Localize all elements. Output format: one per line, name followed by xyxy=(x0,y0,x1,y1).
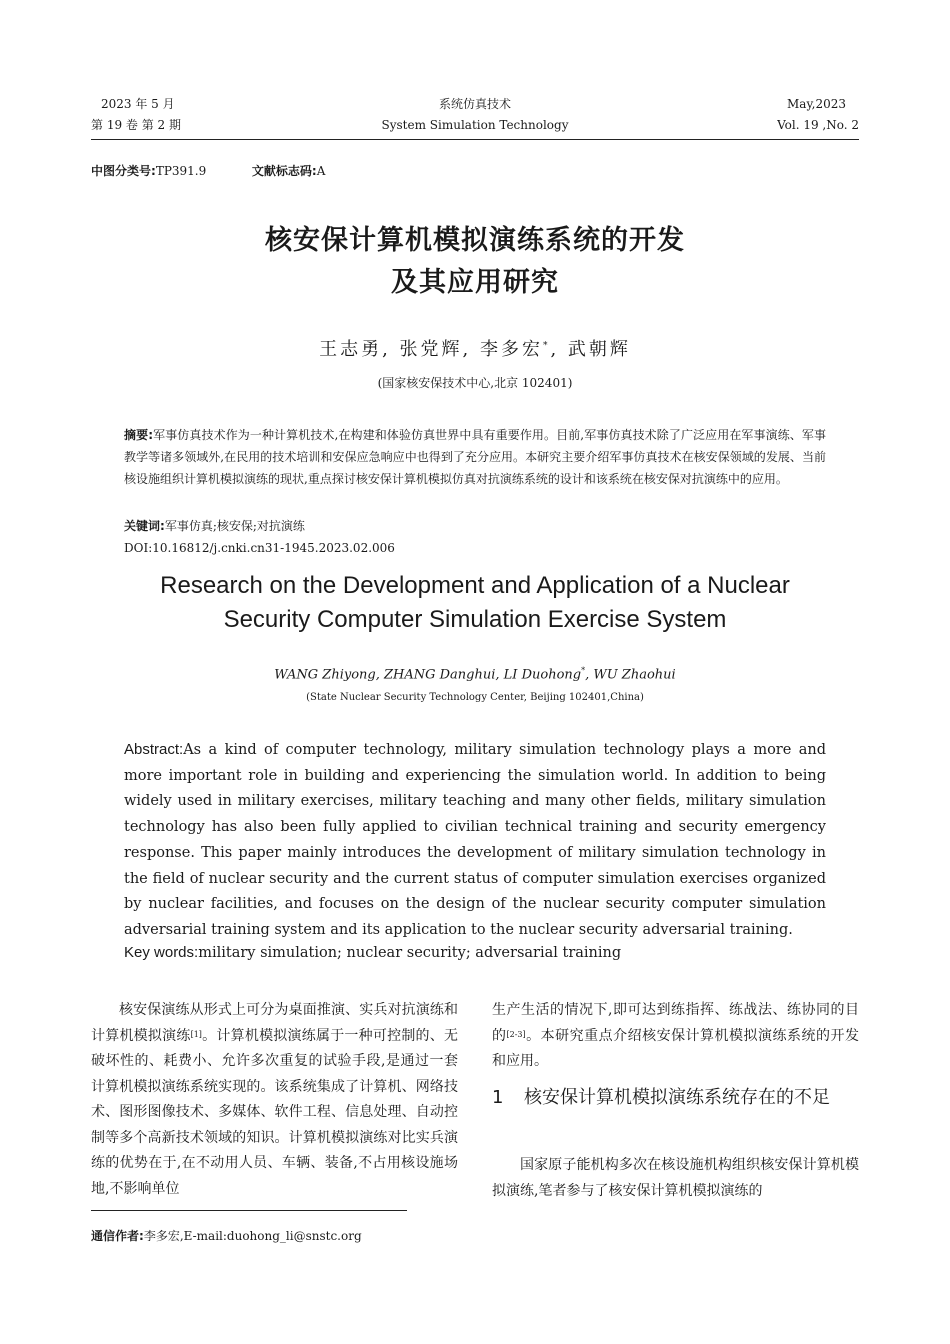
footnote-text: 李多宏,E-mail:duohong_li@snstc.org xyxy=(143,1229,362,1243)
authors-cn-last: , 武朝辉 xyxy=(550,339,631,360)
header-date: 2023 年 5 月 xyxy=(101,97,175,111)
header-volume: 第 19 卷 第 2 期 xyxy=(91,118,181,132)
keywords-en-text: military simulation; nuclear security; adversarial training xyxy=(198,945,622,961)
abstract-en-text: As a kind of computer technology, military simulation technology plays a more and more important role in building and experiencing the simulation world. In addition to being widely used in military exercises, military teaching and many other fields, military simulation technology has also been fully applied to civilian technical training and security emergency response. This paper mainly introduces the development of military simulation technology in the field of nuclear security and the current status of computer simulation exercises organized by nuclear facilities, and focuses on the design of the nuclear security computer simulation adversarial training system and its application to the nuclear security adversarial training. xyxy=(124,742,826,938)
affiliation-cn: (国家核安保技术中心,北京 102401) xyxy=(377,376,573,390)
keywords-cn-text: 军事仿真;核安保;对抗演练 xyxy=(164,519,305,533)
section-1-heading xyxy=(492,1083,862,1113)
header-volume-en: Vol. 19 ,No. 2 xyxy=(777,118,859,132)
footnote xyxy=(91,1227,362,1244)
clc-value: TP391.9 xyxy=(155,164,207,178)
header-rule xyxy=(91,139,859,140)
body-left-text-b: 。计算机模拟演练属于一种可控制的、无破坏性的、耗费小、允许多次重复的试验手段,是通过一套计算机模拟演练系统实现的。该系统集成了计算机、网络技术、图形图像技术、多媒体、软件工程、信息处理、自动控制等多个高新技术领域的知识。计算机模拟演练对比实兵演练的优势在于,在不动用人员、车辆、装备,不占用核设施场地,不影响单位 xyxy=(91,1027,459,1197)
body-left-text-a: 核安保演练从形式上可分为桌面推演、实兵对抗演练和计算机模拟演练 xyxy=(91,1002,458,1044)
body-right-text-a: 生产生活的情况下,即可达到练指挥、练战法、练协同的目的 xyxy=(492,1002,859,1044)
affiliation-en: (State Nuclear Security Technology Center, Beijing 102401,China) xyxy=(306,692,644,703)
keywords-en xyxy=(124,944,826,961)
header-journal-cn: 系统仿真技术 xyxy=(438,97,511,111)
footnote-label: 通信作者: xyxy=(91,1229,144,1243)
corresponding-star-en: * xyxy=(581,666,586,675)
body-left-paragraph xyxy=(91,998,458,1202)
section-1-title: 核安保计算机模拟演练系统存在的不足 xyxy=(524,1087,830,1108)
header-journal-en: System Simulation Technology xyxy=(381,118,569,132)
body-right-text-b: 。本研究重点介绍核安保计算机模拟演练系统的开发和应用。 xyxy=(492,1027,860,1069)
body-right-paragraph-2: 国家原子能机构多次在核设施机构组织核安保计算机模拟演练,笔者参与了核安保计算机模拟演练的 xyxy=(492,1157,859,1199)
authors-cn-main: 王志勇, 张党辉, 李多宏 xyxy=(319,339,543,360)
title-cn-line2: 及其应用研究 xyxy=(391,267,559,298)
authors-cn xyxy=(0,335,950,361)
section-1-number: 1 xyxy=(492,1087,504,1108)
classification-line xyxy=(91,162,325,179)
corresponding-star: * xyxy=(542,341,551,351)
clc-label: 中图分类号: xyxy=(91,164,156,178)
authors-en-last: , WU Zhaohui xyxy=(585,667,676,683)
abstract-en-label: Abstract: xyxy=(124,741,184,758)
footnote-rule xyxy=(91,1210,407,1211)
keywords-en-label: Key words: xyxy=(124,944,199,961)
abstract-en xyxy=(124,737,826,944)
title-en-line2: Security Computer Simulation Exercise System xyxy=(223,606,727,633)
title-en-line1: Research on the Development and Application of a Nuclear xyxy=(160,572,790,599)
citation-1[interactable]: [1] xyxy=(190,1029,202,1039)
doi: DOI:10.16812/j.cnki.cn31-1945.2023.02.006 xyxy=(124,541,395,555)
title-cn-line1: 核安保计算机模拟演练系统的开发 xyxy=(265,225,685,256)
doc-code-value: A xyxy=(316,164,326,178)
authors-en-main: WANG Zhiyong, ZHANG Danghui, LI Duohong xyxy=(274,667,582,683)
keywords-cn-label: 关键词: xyxy=(124,519,165,533)
abstract-cn-label: 摘要: xyxy=(124,428,153,442)
header-date-en: May,2023 xyxy=(787,97,846,111)
authors-en xyxy=(0,666,950,682)
doc-code-label: 文献标志码: xyxy=(251,164,317,178)
abstract-cn xyxy=(124,424,826,490)
body-right-paragraph xyxy=(492,998,859,1075)
citation-2-3[interactable]: [2-3] xyxy=(506,1029,526,1039)
keywords-cn xyxy=(124,515,826,537)
abstract-cn-text: 军事仿真技术作为一种计算机技术,在构建和体验仿真世界中具有重要作用。目前,军事仿真技术除了广泛应用在军事演练、军事教学等诸多领域外,在民用的技术培训和安保应急响应中也得到了充分应用。本研究主要介绍军事仿真技术在核安保领域的发展、当前核设施组织计算机模拟演练的现状,重点探讨核安保计算机模拟仿真对抗演练系统的设计和该系统在核安保对抗演练中的应用。 xyxy=(124,428,826,486)
